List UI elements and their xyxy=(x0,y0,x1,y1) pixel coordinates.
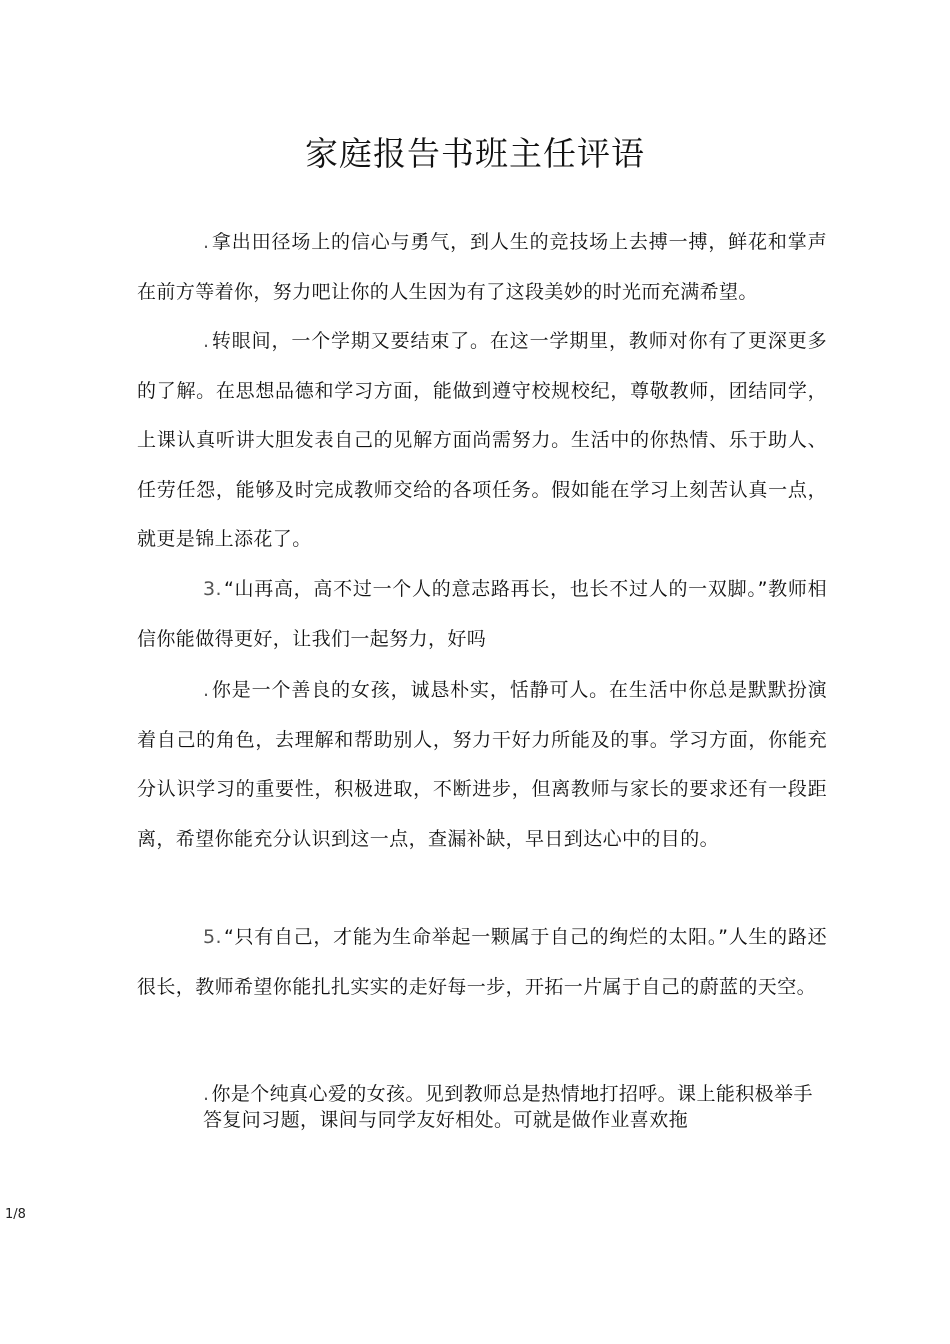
paragraph-4-number: . xyxy=(203,679,210,701)
paragraph-4 xyxy=(137,666,827,864)
paragraph-5-number: 5. xyxy=(203,926,222,948)
page-number: 1/8 xyxy=(5,1207,26,1222)
paragraph-1 xyxy=(137,218,827,317)
paragraph-2-text: 转眼间，一个学期又要结束了。在这一学期里，教师对你有了更深更多的了解。在思想品德和学习方面，能做到遵守校规校纪，尊敬教师，团结同学，上课认真听讲大胆发表自己的见解方面尚需努力。生活中的你热情、乐于助人、任劳任怨，能够及时完成教师交给的各项任务。假如能在学习上刻苦认真一点，就更是锦上添花了。 xyxy=(137,330,827,550)
paragraph-6 xyxy=(203,1081,828,1133)
paragraph-3-text: “山再高，高不过一个人的意志路再长，也长不过人的一双脚。”教师相信你能做得更好，让我们一起努力，好吗 xyxy=(137,578,827,650)
paragraph-5-text: “只有自己，才能为生命举起一颗属于自己的绚烂的太阳。”人生的路还很长，教师希望你能扎扎实实的走好每一步，开拓一片属于自己的蔚蓝的天空。 xyxy=(137,926,827,998)
paragraph-6-number: . xyxy=(203,1083,210,1105)
paragraph-1-number: . xyxy=(203,231,210,253)
paragraph-3 xyxy=(137,565,827,664)
paragraph-2-number: . xyxy=(203,330,210,352)
paragraph-3-number: 3. xyxy=(203,578,222,600)
paragraph-2 xyxy=(137,317,827,565)
paragraph-1-text: 拿出田径场上的信心与勇气，到人生的竞技场上去搏一搏，鲜花和掌声在前方等着你，努力吧让你的人生因为有了这段美妙的时光而充满希望。 xyxy=(137,231,827,303)
document-title: 家庭报告书班主任评语 xyxy=(305,134,645,173)
paragraph-4-text: 你是一个善良的女孩，诚恳朴实，恬静可人。在生活中你总是默默扮演着自己的角色，去理解和帮助别人，努力干好力所能及的事。学习方面，你能充分认识学习的重要性，积极进取，不断进步，但离教师与家长的要求还有一段距离，希望你能充分认识到这一点，查漏补缺，早日到达心中的目的。 xyxy=(137,679,827,850)
paragraph-5 xyxy=(137,913,827,1012)
paragraph-6-text: 你是个纯真心爱的女孩。见到教师总是热情地打招呼。课上能积极举手答复问习题，课间与同学友好相处。可就是做作业喜欢拖 xyxy=(203,1083,813,1131)
